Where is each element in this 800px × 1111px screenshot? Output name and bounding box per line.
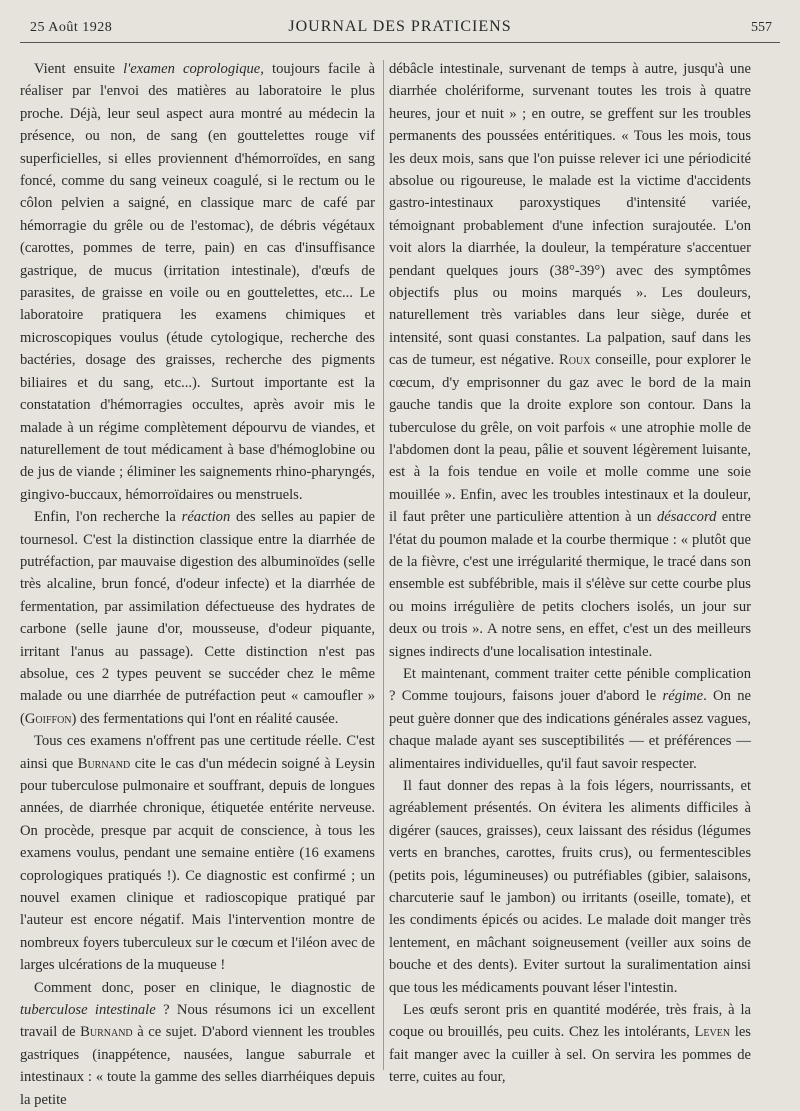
header-date: 25 Août 1928: [30, 20, 113, 35]
paragraph-meals: Il faut donner des repas à la fois légers, nourrissants, et agréablement présentés. On évitera les aliments difficiles à digérer (sauces, graisses), ceux laissant des résidus (légumes verts en branches, carottes, fruits crus), ou fermentescibles (petits pois, légumineuses) ou putréfiables (gibier, salaisons, charcuterie sauf le jambon) ou irritants (oseille, tomate), et les condiments épicés ou acides. Le malade doit manger très lentement, en mâchant soigneusement (veiller aux soins de bouche et des dents). Eviter surtout la suralimentation ainsi que tous les médicaments pouvant léser l'intestin.: [389, 778, 751, 996]
paragraph-coprologic-exam: Vient ensuite l'examen coprologique, toujours facile à réaliser par l'envoi des matières au laboratoire le plus proche. Déjà, leur seul aspect aura montré au médecin la présence, ou non, de sang (en gouttelettes rouge vif superficielles, si elles proviennent d'hémorroïdes, en sang foncé, comme du sang veineux coagulé, si le rectum ou le côlon pelvien a saigné, en classique marc de café par hémorragie du grêle ou de l'estomac), de débris végétaux (carottes, pommes de terre, pain) en cas d'insuffisance gastrique, de mucus (irritation intestinale), d'œufs de parasites, de graisse en voile ou en gouttelettes, etc... Le laboratoire pratiquera les examens chimiques et microscopiques voulus (étude cytologique, recherche des bactéries, dosage des graisses, recherche des pigments biliaires et du sang, etc...). Surtout importante est la constatation d'hémorragies occultes, après avoir mis le malade à un régime complètement dépourvu de viandes, et naturellement de tout médicament à base d'hémoglobine ou de jus de viande ; éliminer les saignements rhino-pharyngés, gingivo-buccaux, hémorroïdaires ou menstruels.: [20, 61, 375, 503]
right-column: [389, 58, 751, 1089]
paragraph-burnand-case: Tous ces examens n'offrent pas une certitude réelle. C'est ainsi que Burnand cite le cas d'un médecin soigné à Leysin pour tuberculose pulmonaire et souffrant, depuis de longues années, de diarrhée chronique, étiquetée entérite nerveuse. On procède, presque par acquit de conscience, à tous les examens voulus, pendant une semaine entière (16 examens coprologiques pratiqués !). Ce diagnostic est confirmé ; un nouvel examen clinique et radioscopique pratiqué par l'auteur est encore négatif. Mais l'intervention montre de nombreux foyers tuberculeux sur le cœcum et l'iléon avec de larges ulcérations de la muqueuse !: [20, 733, 376, 974]
paragraph-reaction: Enfin, l'on recherche la réaction des selles au papier de tournesol. C'est la distinction classique entre la diarrhée de putréfaction, par mauvaise digestion des albuminoïdes (selle très alcaline, brun foncé, d'odeur infecte) et la diarrhée de fermentation, par assimilation défectueuse des hydrates de carbone (selle jaune d'or, mousseuse, d'odeur piquante, irritant l'anus au passage). Cette distinction n'est pas absolue, ces 2 types peuvent se succéder chez le même malade ou une diarrhée de putréfaction peut « camoufler » (Goiffon) des fermentations qui l'ont en réalité causée.: [20, 509, 375, 727]
paragraph-symptoms: débâcle intestinale, survenant de temps à autre, jusqu'à une diarrhée cholériforme, survenant toutes les trois à quatre heures, jour et nuit » ; en outre, se greffent sur les troubles permanents des poussées entéritiques. « Tous les mois, tous les deux mois, sans que l'on puisse relever ici une périodicité absolue ou rigoureuse, le malade est la victime d'accidents gastro-intestinaux paroxystiques d'intensité variée, témoignant probablement d'une infection surajoutée. L'on voit alors la diarrhée, la douleur, la température s'accentuer pendant quelques jours (38°-39°) avec des symptômes objectifs plus ou moins marqués ». Les douleurs, naturellement très variables dans leur siège, durée et intensité, sont quasi constantes. La palpation, sauf dans les cas de tumeur, est négative. Roux conseille, pour explorer le cœcum, d'y emprisonner du gaz avec le bord de la main gauche tandis que la droite explore son contour. Dans la tuberculose du grêle, on voit parfois « une atrophie molle de l'abdomen dont la peau, pâlie et souvent légèrement luisante, est à la fois tendue en voile et molle comme une soie mouillée ». Enfin, avec les troubles intestinaux et la douleur, il faut prêter une particulière attention à un désaccord entre l'état du poumon malade et la courbe thermique : « plutôt que de la fièvre, c'est une irrégularité thermique, le tracé dans son ensemble est subfébrible, mais il s'élève sur cette courbe plus ou moins irrégulière de petits clochers isolés, un jour sur deux ou trois ». A notre sens, en effet, c'est un des meilleurs signes indirects d'une localisation intestinale.: [389, 61, 751, 660]
running-header: [0, 14, 800, 40]
column-divider: [383, 60, 384, 1070]
left-column: [20, 58, 375, 1111]
page-number: 557: [751, 20, 772, 35]
paragraph-eggs: Les œufs seront pris en quantité modérée, très frais, à la coque ou brouillés, peu cuits. Chez les intolérants, Leven les fait manger avec la cuiller à sel. On servira les pommes de terre, cuites au four,: [389, 1002, 751, 1086]
journal-title: JOURNAL DES PRATICIENS: [288, 18, 512, 35]
paragraph-treatment: Et maintenant, comment traiter cette pénible complication ? Comme toujours, faisons jouer d'abord le régime. On ne peut guère donner que des indications générales assez vagues, chaque malade ayant ses susceptibilités — et préférences — alimentaires individuelles, qu'il faut savoir respecter.: [389, 665, 751, 772]
header-rule: [20, 42, 780, 43]
paragraph-diagnosis: Comment donc, poser en clinique, le diagnostic de tuberculose intestinale ? Nous résumons ici un excellent travail de Burnand à ce sujet. D'abord viennent les troubles gastriques (inappétence, nausées, langue saburrale et intestinaux : « toute la gamme des selles diarrhéiques depuis la petite: [20, 979, 375, 1108]
